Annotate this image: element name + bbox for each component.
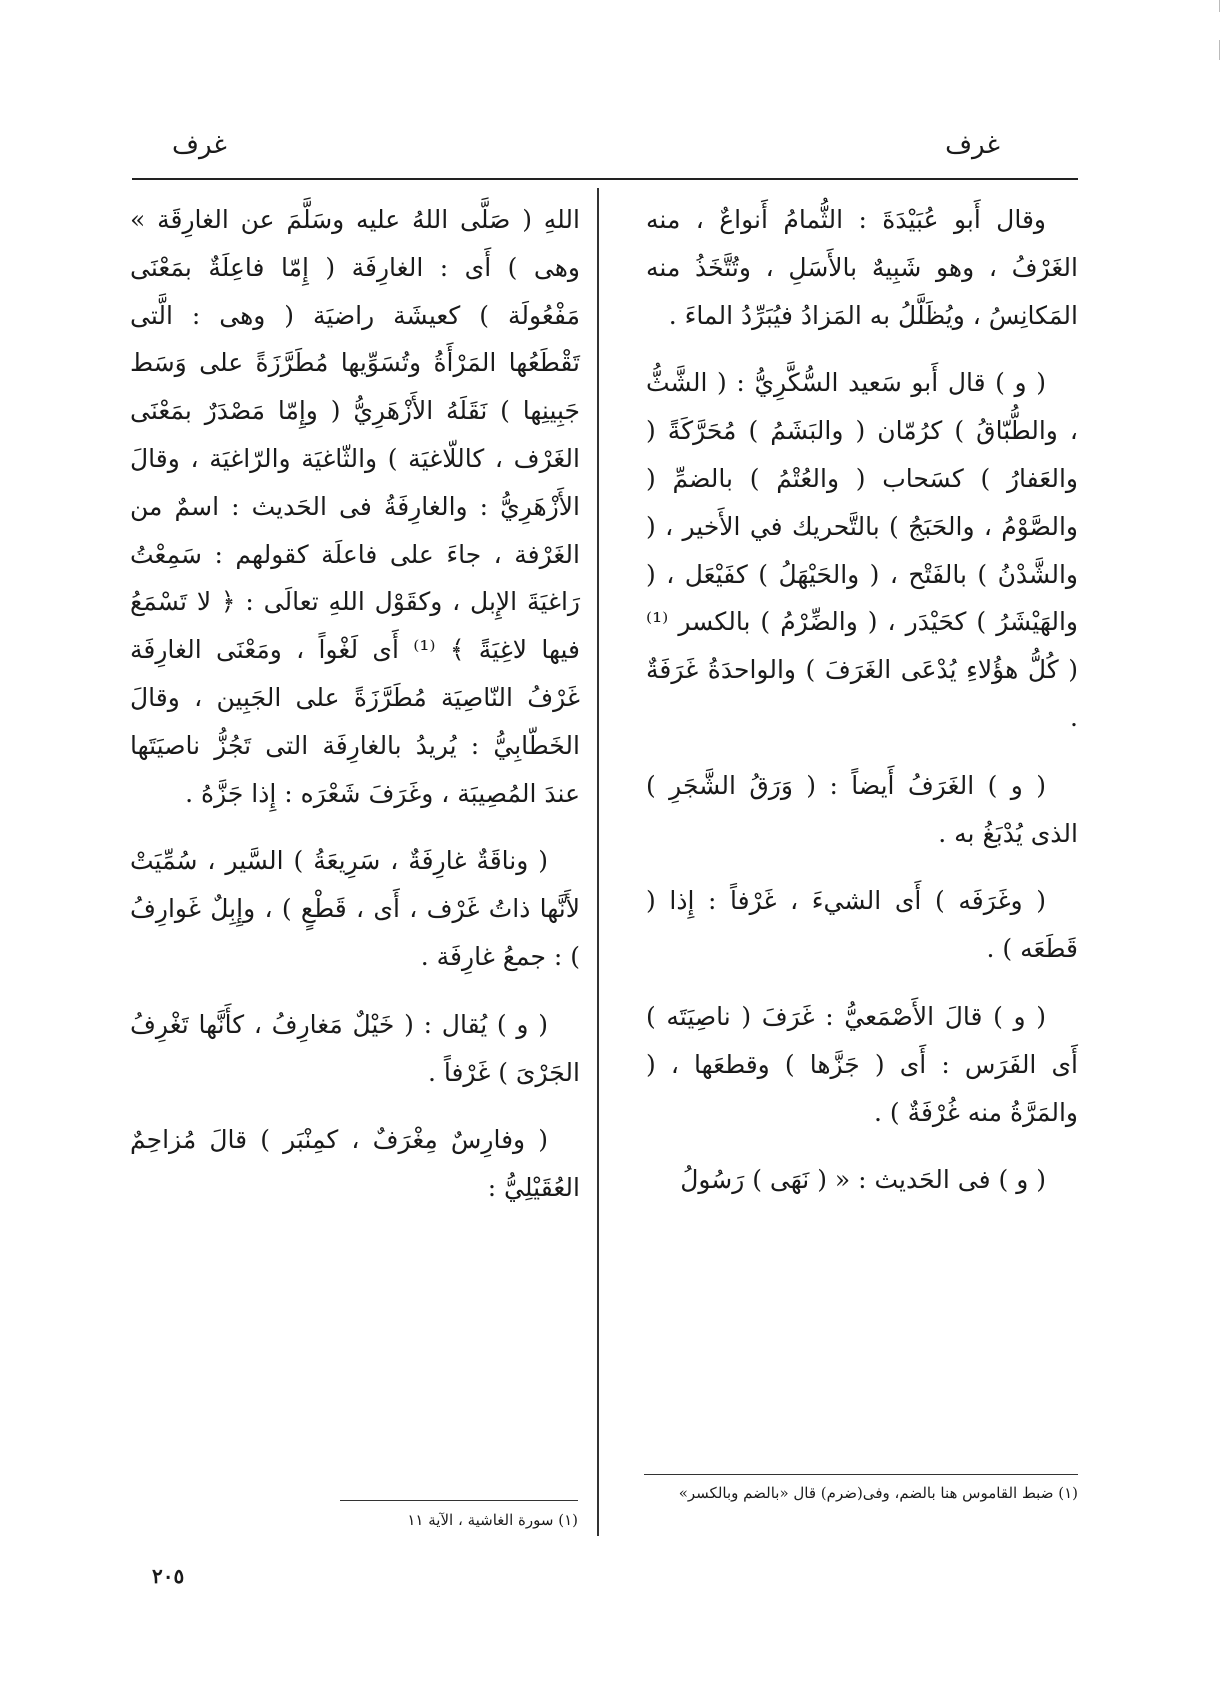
scan-margin-mark	[1219, 0, 1220, 12]
running-header-left: غرف	[172, 130, 227, 160]
right-column	[646, 196, 1078, 1204]
scan-margin-mark	[1219, 40, 1220, 60]
footnote-right: (١) ضبط القاموس هنا بالضم، وفى(ضرم) قال «بالضم وبالكسر»	[678, 1484, 1078, 1502]
column-divider	[597, 188, 599, 1536]
paragraph: ( وغَرَفَه ) أَى الشيءَ ، غَرْفاً : إِذا ( قَطَعَه ) .	[646, 886, 1078, 964]
paragraph: ( و ) قالَ الأَصْمَعيُّ : غَرَفَ ( ناصِيَتَه ) أَى الفَرَس : أَى ( جَزَّها ) وقطعَها ، ( والمَرَّةُ منه غُرْفَةٌ ) .	[646, 1001, 1078, 1127]
footnote-left: (١) سورة الغاشية ، الآية ١١	[407, 1511, 578, 1529]
paragraph: ( و ) الغَرَفُ أَيضاً : ( وَرَقُ الشَّجَرِ ) الذى يُدْبَغُ به .	[646, 770, 1078, 848]
left-column	[130, 196, 580, 1212]
paragraph: ( وناقَةٌ غارِفَةٌ ، سَرِيعَةُ ) السَّير ، سُمِّيَتْ لأَنَّها ذاتُ غَرْف ، أَى ، قَطْعٍ ) ، وإِبِلٌ غَوارِفُ ) : جمعُ غارِفَة .	[130, 846, 580, 971]
paragraph: ( و ) قال أَبو سَعيد السُّكَّرِيُّ : ( الشَّثُّ ، والطُّبّاقُ ) كرُمّان ( والبَشَمُ ) مُحَرَّكَةً ( والعَفارُ ) كسَحاب ( والعُتْمُ ) بالضمِّ ( والصَّوْمُ ، والحَبَجُ ) بالتَّحريك في الأَخير ، ( والشَّدْنُ ) بالفَتْح ، ( والحَيْهَلُ ) كفَيْعَل ، ( والهَيْشَرُ ) كحَيْدَر ، ( والضِّرْمُ ) بالكسر ⁽¹⁾ ( كُلُّ هؤُلاءِ يُدْعَى الغَرَفَ ) والواحدَةُ غَرَفَةٌ .	[646, 368, 1078, 732]
page-number: ٢٠٥	[152, 1564, 185, 1588]
header-rule	[132, 178, 1078, 180]
running-header-right: غرف	[945, 130, 1000, 160]
paragraph: ( و ) فى الحَديث : « ( نَهَى ) رَسُولُ	[680, 1165, 1046, 1195]
paragraph: ( و ) يُقال : ( خَيْلٌ مَغارِفُ ، كأَنَّها تَغْرِفُ الجَرْىَ ) غَرْفاً .	[130, 1009, 580, 1087]
paragraph: وقال أَبو عُبَيْدَةَ : الثُّمامُ أَنواعٌ ، منه الغَرْفُ ، وهو شَبِيهٌ بالأَسَلِ ، وتُتَّخَذُ منه المَكانِسُ ، ويُظَلَّلُ به المَزادُ فيُبَرِّدُ الماءَ .	[646, 205, 1078, 330]
footnote-rule-right	[644, 1474, 1078, 1475]
paragraph: ( وفارِسٌ مِغْرَفٌ ، كمِنْبَر ) قالَ مُزاحِمٌ العُقَيْلِيُّ :	[130, 1125, 580, 1203]
footnote-rule-left	[340, 1500, 578, 1501]
paragraph: اللهِ ( صَلَّى اللهُ عليه وسَلَّمَ عن الغارِقَة » وهى ) أَى : الغارِفَة ( إِمّا فاعِلَةٌ بمَعْنَى مَفْعُولَة ) كعيشَة راضيَة ( وهى : الَّتى تَقْطَعُها المَرْأَةُ وتُسَوِّيها مُطَرَّزَةً على وَسَط جَبِينِها ) نَقَلَهُ الأَزْهَرِيُّ ( وإِمّا مَصْدَرٌ بمَعْنَى الغَرْف ، كاللّاغيَة ) والثّاغيَة والرّاغيَة ، وقالَ الأَزْهَرِيُّ : والغارِفَةُ فى الحَديث : اسمٌ من الغَرْفة ، جاءَ على فاعلَة كقولهم : سَمِعْتُ رَاغيَةَ الإِبل ، وكقَوْل اللهِ تعالَى : ﴿ لا تَسْمَعُ فيها لاغِيَةً ﴾ ⁽¹⁾ أَى لَغْواً ، ومَعْنَى الغارِفَة غَرْفُ النّاصِيَة مُطَرَّزَةً على الجَبِين ، وقالَ الخَطّابِيُّ : يُريدُ بالغارِفَة التى تَجُزُّ ناصيَتَها عندَ المُصِيبَة ، وغَرَفَ شَعْرَه : إِذا جَزَّهُ .	[130, 205, 580, 808]
